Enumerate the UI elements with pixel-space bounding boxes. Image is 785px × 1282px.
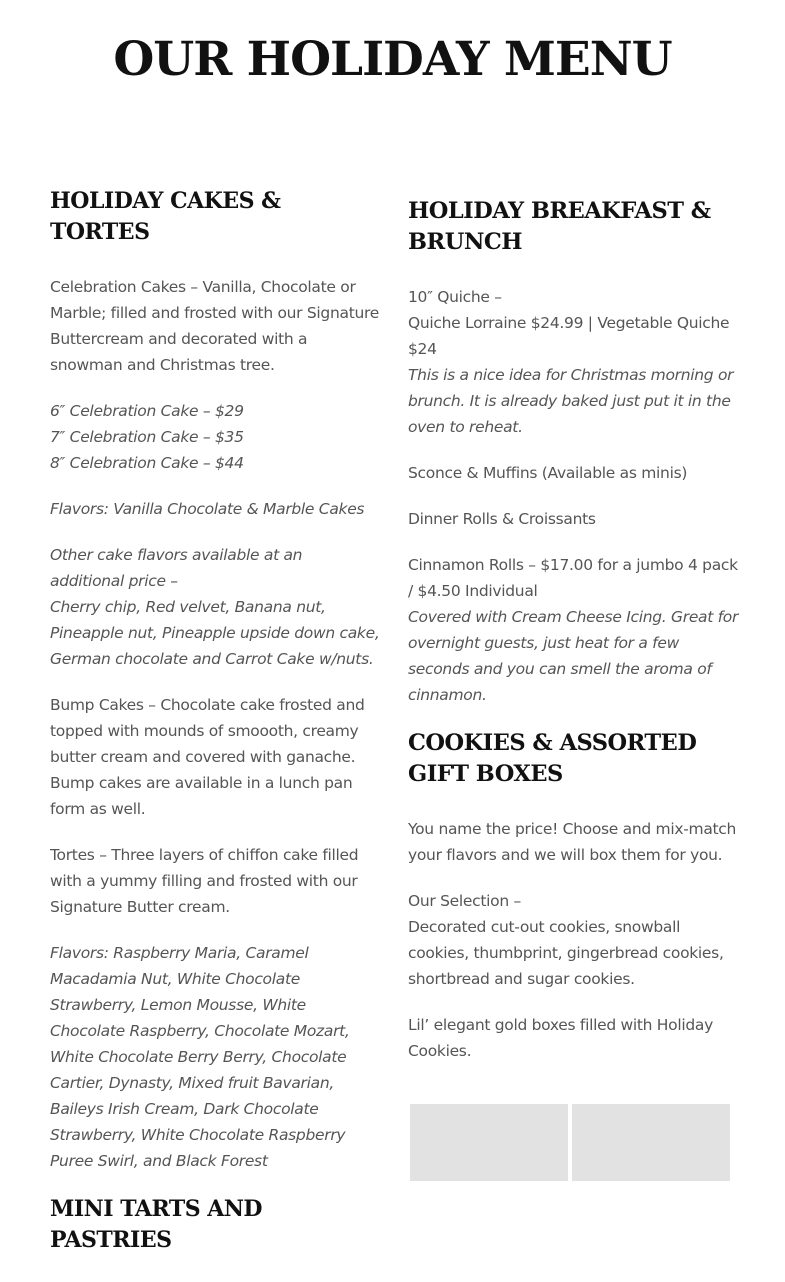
- gallery: [410, 1104, 732, 1181]
- tarts-heading: MINI TARTS AND PASTRIES: [50, 1196, 263, 1253]
- page-title: OUR HOLIDAY MENU: [113, 32, 672, 87]
- price-6in: 6″ Celebration Cake – $29: [50, 402, 244, 420]
- cookies-heading: COOKIES & ASSORTED GIFT BOXES: [408, 730, 697, 787]
- gold-boxes-item: Lil’ elegant gold boxes filled with Holiday Cookies.: [408, 1016, 713, 1060]
- celebration-cakes-desc: Celebration Cakes – Vanilla, Chocolate or Marble; filled and frosted with our Signature Buttercream and decorated with a snowman and Christmas tree.: [50, 278, 379, 374]
- basic-flavors: Flavors: Vanilla Chocolate & Marble Cakes: [50, 500, 365, 518]
- price-8in: 8″ Celebration Cake – $44: [50, 454, 244, 472]
- price-7in: 7″ Celebration Cake – $35: [50, 428, 244, 446]
- left-column: [50, 186, 380, 1282]
- other-flavors-list: Cherry chip, Red velvet, Banana nut, Pineapple nut, Pineapple upside down cake, German chocolate and Carrot Cake w/nuts.: [50, 598, 380, 668]
- dinner-rolls-item: Dinner Rolls & Croissants: [408, 510, 596, 528]
- celebration-cake-prices: [50, 398, 380, 476]
- tortes-desc: Tortes – Three layers of chiffon cake filled with a yummy filling and frosted with our Signature Butter cream.: [50, 846, 359, 916]
- quiche-note: This is a nice idea for Christmas morning or brunch. It is already baked just put it in the oven to reheat.: [408, 366, 734, 436]
- sconce-item: Sconce & Muffins (Available as minis): [408, 464, 688, 482]
- quiche-title: 10″ Quiche –: [408, 288, 502, 306]
- selection-list: Decorated cut-out cookies, snowball cookies, thumbprint, gingerbread cookies, shortbread and sugar cookies.: [408, 918, 724, 988]
- selection-title: Our Selection –: [408, 892, 521, 910]
- gallery-image-placeholder[interactable]: [572, 1104, 730, 1181]
- cookies-intro: You name the price! Choose and mix-match your flavors and we will box them for you.: [408, 820, 737, 864]
- quiche-prices: Quiche Lorraine $24.99 | Vegetable Quiche $24: [408, 314, 730, 358]
- cinnamon-rolls-price: Cinnamon Rolls – $17.00 for a jumbo 4 pack / $4.50 Individual: [408, 556, 738, 600]
- right-column: [408, 196, 744, 1084]
- cinnamon-rolls-note: Covered with Cream Cheese Icing. Great for overnight guests, just heat for a few seconds and you can smell the aroma of cinnamon.: [408, 608, 739, 704]
- cookie-selection: [408, 888, 744, 992]
- cinnamon-rolls-item: [408, 552, 744, 708]
- tortes-flavors: Flavors: Raspberry Maria, Caramel Macadamia Nut, White Chocolate Strawberry, Lemon Mousse, White Chocolate Raspberry, Chocolate Mozart, White Chocolate Berry Berry, Chocolate Cartier, Dynasty, Mixed fruit Bavarian, Baileys Irish Cream, Dark Chocolate Strawberry, White Chocolate Raspberry Puree Swirl, and Black Forest: [50, 944, 350, 1170]
- breakfast-heading: HOLIDAY BREAKFAST & BRUNCH: [408, 198, 711, 255]
- bump-cakes-desc: Bump Cakes – Chocolate cake frosted and topped with mounds of smoooth, creamy butter cream and covered with ganache. Bump cakes are available in a lunch pan form as well.: [50, 696, 365, 818]
- cakes-heading: HOLIDAY CAKES & TORTES: [50, 188, 281, 245]
- other-flavors-intro: Other cake flavors available at an additional price –: [50, 546, 303, 590]
- other-flavors: [50, 542, 380, 672]
- quiche-item: [408, 284, 744, 440]
- gallery-image-placeholder[interactable]: [410, 1104, 568, 1181]
